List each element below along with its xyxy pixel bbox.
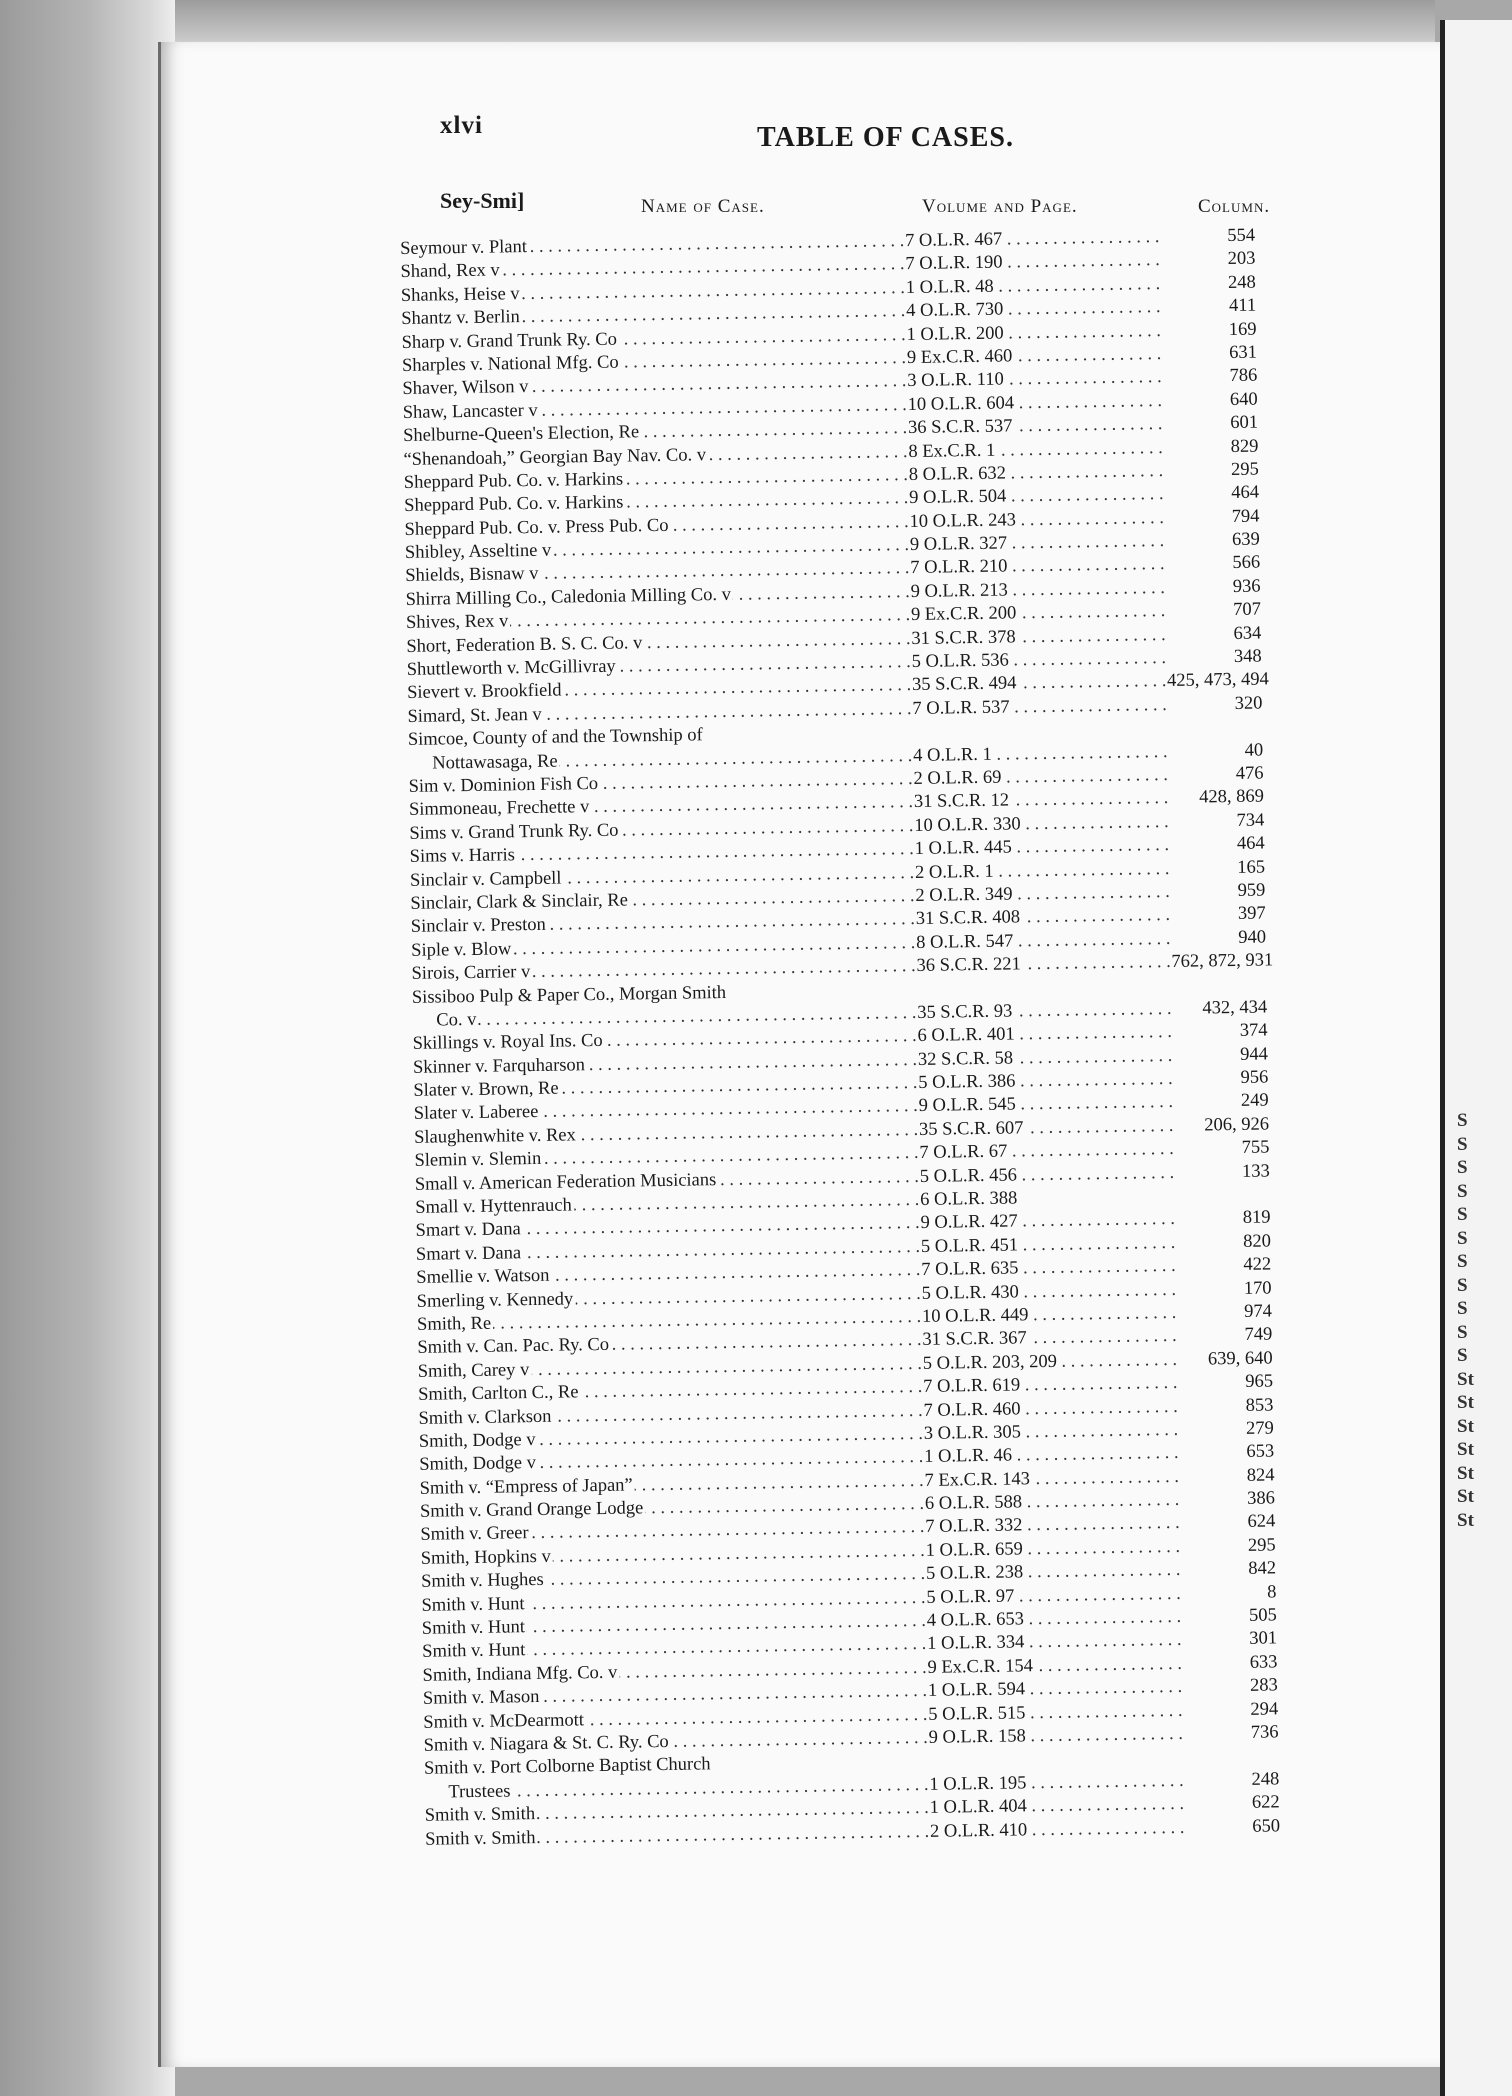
volume-and-page-text: 31 S.C.R. 378: [911, 627, 1016, 649]
column-number: 749: [1177, 1324, 1272, 1349]
column-number: 554: [1160, 225, 1255, 250]
case-name-text: Shives, Rex v: [405, 611, 509, 634]
case-name-text: Simard, St. Jean v: [407, 704, 542, 727]
case-name-text: Smith, Carey v: [417, 1359, 530, 1382]
case-name-text: Simcoe, County of and the Township of: [407, 725, 703, 751]
column-number: [1184, 1761, 1279, 1762]
column-number: 386: [1180, 1488, 1275, 1513]
column-number: 631: [1162, 342, 1257, 367]
case-name-text: Sinclair v. Preston: [410, 915, 546, 938]
column-number: 650: [1185, 1815, 1280, 1840]
case-name-text: Slater v. Laberee: [413, 1102, 539, 1125]
case-name-text: Shibley, Asseltine v: [404, 540, 552, 564]
volume-and-page-text: 5 O.L.R. 203, 209: [922, 1351, 1058, 1374]
facing-page-fragment: St: [1457, 1415, 1474, 1437]
case-name-text: Smith v. Smith: [424, 1804, 536, 1826]
volume-and-page-text: 7 O.L.R. 67: [919, 1141, 1008, 1164]
volume-and-page-text: 31 S.C.R. 12: [913, 790, 1010, 813]
column-number: 505: [1182, 1604, 1277, 1629]
volume-and-page-text: 9 O.L.R. 158: [928, 1726, 1026, 1748]
case-name-text: Co. v: [412, 1010, 478, 1031]
volume-and-page-text: 7 O.L.R. 190: [905, 252, 1003, 275]
volume-and-page-text: 4 O.L.R. 730: [906, 299, 1004, 322]
column-number: 736: [1183, 1721, 1278, 1746]
volume-and-page-text: 6 O.L.R. 588: [924, 1492, 1023, 1515]
case-name-text: Smith v. Hunt: [422, 1640, 526, 1663]
volume-and-page-text: 5 O.L.R. 238: [925, 1562, 1024, 1585]
facing-page-fragment: St: [1457, 1439, 1474, 1460]
volume-and-page-text: 1 O.L.R. 334: [926, 1632, 1025, 1655]
case-name-text: Shuttleworth v. McGillivray: [406, 656, 616, 680]
case-name-text: Sinclair v. Campbell: [409, 868, 562, 891]
facing-page-fragment: S: [1457, 1298, 1468, 1319]
column-number: 295: [1180, 1534, 1275, 1559]
volume-and-page-text: 2 O.L.R. 349: [915, 884, 1013, 906]
case-name-text: Smith v. Port Colborne Baptist Church: [423, 1754, 711, 1780]
volume-and-page-text: 3 O.L.R. 110: [907, 369, 1004, 392]
column-number: 422: [1176, 1254, 1271, 1279]
volume-and-page-text: 1 O.L.R. 46: [924, 1445, 1013, 1468]
column-number: 601: [1163, 412, 1258, 437]
volume-and-page-text: 7 O.L.R. 210: [910, 556, 1008, 579]
case-name-text: Smith v. Hunt: [421, 1593, 525, 1616]
column-number: 464: [1164, 482, 1259, 507]
column-number: 965: [1178, 1371, 1273, 1396]
volume-and-page-text: 9 Ex.C.R. 460: [906, 346, 1013, 369]
column-number: 248: [1161, 271, 1256, 296]
case-name-text: Shaver, Wilson v: [402, 377, 529, 400]
column-number: 428, 869: [1169, 786, 1264, 811]
column-number: 425, 473, 494: [1167, 669, 1262, 694]
volume-and-page-text: 5 O.L.R. 536: [911, 650, 1009, 673]
column-number: 374: [1172, 1020, 1267, 1045]
case-name-text: Smerling v. Kennedy: [416, 1288, 574, 1312]
volume-and-page-text: 1 O.L.R. 48: [905, 276, 994, 298]
case-name-text: Smith v. Niagara & St. C. Ry. Co: [423, 1731, 669, 1756]
volume-and-page-text: 6 O.L.R. 401: [917, 1024, 1015, 1047]
case-name-text: Smith, Dodge v: [418, 1429, 536, 1452]
column-number: 40: [1168, 739, 1263, 764]
column-number: 829: [1163, 435, 1258, 460]
column-number: 944: [1173, 1043, 1268, 1068]
column-number: 639: [1165, 529, 1260, 554]
facing-page-fragment: S: [1457, 1321, 1468, 1343]
volume-and-page-text: 31 S.C.R. 367: [922, 1328, 1027, 1351]
volume-and-page-text: 8 O.L.R. 632: [908, 463, 1007, 485]
case-name-text: Smart v. Dana: [415, 1243, 522, 1265]
column-number: 634: [1166, 622, 1261, 647]
case-name-text: Smellie v. Watson: [416, 1265, 550, 1289]
column-number: 348: [1167, 646, 1262, 671]
case-name-text: Smith, Hopkins v: [420, 1546, 551, 1569]
page-number: xlvi: [440, 112, 483, 139]
case-name-text: Smith v. Clarkson: [418, 1406, 552, 1429]
column-number: 8: [1181, 1581, 1276, 1606]
column-number: 464: [1169, 833, 1264, 858]
facing-page-fragment: S: [1457, 1345, 1468, 1366]
volume-and-page-text: 1 O.L.R. 445: [914, 837, 1012, 860]
column-number: 169: [1161, 318, 1256, 343]
volume-and-page-text: [917, 979, 919, 999]
page-title: TABLE OF CASES.: [757, 122, 1014, 153]
column-number: 249: [1174, 1090, 1269, 1115]
case-name-text: Shanks, Heise v: [400, 283, 520, 306]
volume-and-page-text: 1 O.L.R. 200: [906, 323, 1004, 345]
column-number: 707: [1166, 599, 1261, 624]
case-name-text: Shields, Bisnaw v: [405, 564, 539, 587]
volume-and-page-text: 5 O.L.R. 456: [919, 1165, 1018, 1187]
column-number: 566: [1165, 552, 1260, 577]
column-number: 283: [1183, 1675, 1278, 1700]
volume-and-page-text: 9 Ex.C.R. 154: [927, 1656, 1034, 1678]
volume-and-page-text: 9 O.L.R. 213: [910, 580, 1008, 602]
column-number: 165: [1170, 856, 1265, 881]
case-name-text: Smith, Indiana Mfg. Co. v: [422, 1662, 618, 1686]
column-number: 794: [1164, 505, 1259, 530]
volume-and-page-text: 7 O.L.R. 332: [925, 1515, 1023, 1538]
column-number: 248: [1184, 1768, 1279, 1793]
volume-and-page-text: 2 O.L.R. 1: [914, 861, 994, 883]
case-name-text: Smith v. McDearmott: [423, 1709, 585, 1733]
case-name-text: Nottawasaga, Re: [408, 751, 560, 773]
case-name-text: Slemin v. Slemin: [414, 1149, 542, 1172]
column-number: 956: [1173, 1067, 1268, 1092]
case-name-text: Sharples v. National Mfg. Co: [401, 352, 619, 376]
volume-and-page-text: 35 S.C.R. 93: [917, 1001, 1013, 1023]
column-number: 653: [1179, 1441, 1274, 1466]
index-range-label: Sey-Smi]: [440, 188, 525, 213]
column-number: 301: [1182, 1628, 1277, 1653]
volume-and-page-text: 5 O.L.R. 451: [920, 1235, 1019, 1257]
volume-and-page-text: 5 O.L.R. 97: [926, 1586, 1015, 1608]
column-number: 940: [1171, 926, 1266, 951]
column-number: 853: [1178, 1394, 1273, 1419]
facing-page-fragment: S: [1457, 1157, 1468, 1178]
facing-page-fragment: St: [1457, 1486, 1474, 1507]
case-name-text: Sheppard Pub. Co. v. Press Pub. Co: [404, 515, 669, 540]
facing-page-fragment: S: [1457, 1180, 1468, 1202]
column-number: 762, 872, 931: [1171, 950, 1266, 975]
column-number: [1175, 1199, 1270, 1200]
case-name-text: Sinclair, Clark & Sinclair, Re: [410, 890, 628, 914]
case-name-text: Smith v. Smith: [424, 1827, 536, 1850]
volume-and-page-text: 10 O.L.R. 243: [909, 510, 1017, 532]
case-name-text: Simmoneau, Frechette v: [408, 797, 590, 821]
column-number: 640: [1162, 388, 1257, 413]
column-header-volume: Volume and Page.: [922, 196, 1078, 217]
volume-and-page-text: 5 O.L.R. 386: [918, 1071, 1016, 1094]
case-name-text: Small v. American Federation Musicians: [414, 1169, 717, 1195]
column-number: 819: [1175, 1207, 1270, 1232]
case-name-text: Sheppard Pub. Co. v. Harkins: [404, 492, 624, 517]
case-name-text: Skillings v. Royal Ins. Co: [412, 1031, 603, 1055]
volume-and-page-text: 32 S.C.R. 58: [917, 1048, 1014, 1070]
volume-and-page-text: 7 O.L.R. 619: [922, 1375, 1021, 1398]
volume-and-page-text: 7 O.L.R. 460: [923, 1398, 1021, 1421]
case-name-text: Small v. Hyttenrauch: [415, 1195, 572, 1218]
column-number: [1172, 989, 1267, 990]
case-name-text: Shand, Rex v: [400, 260, 500, 283]
case-list: [400, 224, 1285, 1851]
case-name-text: Sharp v. Grand Trunk Ry. Co: [401, 329, 618, 353]
volume-and-page-text: 9 O.L.R. 545: [918, 1094, 1016, 1117]
volume-and-page-text: 10 O.L.R. 330: [914, 814, 1021, 836]
case-name-text: Sim v. Dominion Fish Co: [408, 773, 599, 797]
volume-and-page-text: 31 S.C.R. 408: [915, 907, 1021, 930]
volume-and-page-text: 5 O.L.R. 515: [928, 1702, 1026, 1725]
volume-and-page-text: 2 O.L.R. 69: [913, 767, 1002, 789]
case-name-text: Sissiboo Pulp & Paper Co., Morgan Smith: [411, 982, 727, 1008]
volume-and-page-text: 8 O.L.R. 547: [915, 931, 1014, 953]
column-number: 842: [1181, 1558, 1276, 1583]
volume-and-page-text: 9 Ex.C.R. 200: [910, 603, 1017, 626]
facing-page-fragment: St: [1457, 1509, 1474, 1531]
volume-and-page-text: 1 O.L.R. 195: [929, 1773, 1027, 1795]
facing-page-fragment: S: [1457, 1110, 1468, 1131]
case-name-text: Shelburne-Queen's Election, Re: [402, 422, 640, 447]
column-number: 397: [1171, 903, 1266, 928]
column-number: 824: [1179, 1464, 1274, 1489]
volume-and-page-text: 1 O.L.R. 659: [925, 1539, 1023, 1561]
book-edge: [0, 0, 175, 2096]
volume-and-page-text: 4 O.L.R. 653: [926, 1609, 1025, 1631]
column-number: 820: [1176, 1230, 1271, 1255]
volume-and-page-text: 2 O.L.R. 410: [929, 1819, 1028, 1842]
case-name-text: Sievert v. Brookfield: [406, 680, 562, 704]
column-number: 959: [1170, 879, 1265, 904]
case-name-text: Skinner v. Farquharson: [412, 1054, 586, 1078]
case-name-text: Sheppard Pub. Co. v. Harkins: [403, 469, 624, 493]
volume-and-page-text: 4 O.L.R. 1: [913, 744, 992, 766]
case-name-text: Shirra Milling Co., Caledonia Milling Co. v: [405, 584, 732, 610]
column-number: 734: [1169, 809, 1264, 834]
case-name-text: Smith, Re: [416, 1313, 492, 1335]
case-name-text: Seymour v. Plant: [400, 237, 528, 259]
facing-page-fragment: S: [1457, 1204, 1468, 1225]
case-name-text: Shantz v. Berlin: [401, 307, 520, 330]
case-name-text: Sirois, Carrier v: [411, 962, 531, 985]
column-header-name: Name of Case.: [641, 196, 765, 217]
volume-and-page-text: 35 S.C.R. 494: [911, 673, 1017, 696]
volume-and-page-text: 10 O.L.R. 604: [907, 393, 1015, 415]
volume-and-page-text: 35 S.C.R. 607: [918, 1118, 1024, 1140]
column-number: 432, 434: [1172, 996, 1267, 1021]
facing-page-fragment: S: [1457, 1133, 1468, 1155]
volume-and-page-text: [929, 1751, 931, 1771]
volume-and-page-text: 7 O.L.R. 635: [921, 1258, 1019, 1281]
column-number: 206, 926: [1174, 1113, 1269, 1138]
volume-and-page-text: 9 O.L.R. 504: [908, 486, 1007, 509]
facing-page-fragment: St: [1457, 1392, 1474, 1413]
column-number: [1168, 732, 1263, 733]
column-number: 755: [1174, 1137, 1269, 1162]
facing-page-fragment: S: [1457, 1251, 1468, 1272]
volume-and-page-text: 36 S.C.R. 221: [916, 954, 1021, 977]
case-name-text: Smith, Carlton C., Re: [418, 1382, 579, 1405]
volume-and-page-text: 1 O.L.R. 404: [929, 1796, 1027, 1819]
column-number: 476: [1168, 762, 1263, 787]
case-name-text: Smith v. Mason: [422, 1687, 540, 1710]
volume-and-page-text: 7 O.L.R. 537: [912, 697, 1010, 719]
volume-and-page-text: 36 S.C.R. 537: [907, 416, 1013, 439]
case-name-text: Smart v. Dana: [415, 1219, 521, 1242]
column-number: 320: [1167, 692, 1262, 717]
facing-page-fragment: St: [1457, 1368, 1474, 1390]
case-name-text: Slater v. Brown, Re: [413, 1078, 559, 1101]
column-number: 974: [1177, 1300, 1272, 1325]
case-name-text: Slaughenwhite v. Rex: [413, 1125, 576, 1148]
case-name-text: Sims v. Grand Trunk Ry. Co: [409, 820, 619, 844]
column-number: 411: [1161, 295, 1256, 320]
case-name-text: Smith v. Hunt: [421, 1617, 526, 1639]
volume-and-page-text: 8 Ex.C.R. 1: [908, 440, 996, 462]
volume-and-page-text: 10 O.L.R. 449: [921, 1305, 1029, 1327]
column-header-column: Column.: [1198, 196, 1271, 217]
column-number: 203: [1160, 248, 1255, 273]
facing-page-fragment: S: [1457, 1227, 1468, 1249]
case-name-text: Siple v. Blow: [411, 939, 512, 961]
column-number: 622: [1185, 1792, 1280, 1817]
column-number: 624: [1180, 1511, 1275, 1536]
volume-and-page-text: [913, 722, 915, 742]
case-name-text: Trustees: [424, 1781, 512, 1802]
column-number: 170: [1176, 1277, 1271, 1302]
case-name-text: Smith v. “Empress of Japan”: [419, 1475, 633, 1499]
volume-and-page-text: 7 Ex.C.R. 143: [924, 1468, 1031, 1491]
volume-and-page-text: 9 O.L.R. 427: [920, 1211, 1018, 1234]
volume-and-page-text: 1 O.L.R. 594: [927, 1679, 1026, 1702]
column-number: 295: [1164, 458, 1259, 483]
case-name-text: Shaw, Lancaster v: [402, 400, 538, 423]
case-name-text: Short, Federation B. S. C. Co. v: [406, 632, 643, 657]
case-name-text: Smith v. Can. Pac. Ry. Co: [417, 1335, 610, 1359]
column-number: 294: [1183, 1698, 1278, 1723]
case-name-text: Smith v. Greer: [420, 1523, 529, 1546]
volume-and-page-text: 7 O.L.R. 467: [904, 229, 1003, 252]
case-name-text: “Shenandoah,” Georgian Bay Nav. Co. v: [403, 444, 707, 470]
column-number: 279: [1179, 1417, 1274, 1442]
facing-page: [1440, 20, 1512, 2096]
case-name-text: Smith v. Hughes: [420, 1570, 544, 1593]
column-number: 133: [1175, 1160, 1270, 1185]
facing-page-fragment: St: [1457, 1462, 1474, 1484]
case-name-text: Sims v. Harris: [409, 845, 516, 868]
facing-page-fragment: S: [1457, 1274, 1468, 1296]
column-number: 936: [1165, 575, 1260, 600]
case-name-text: Smith, Dodge v: [419, 1453, 537, 1476]
case-name-text: Smith v. Grand Orange Lodge: [419, 1498, 644, 1522]
column-number: 633: [1182, 1651, 1277, 1676]
volume-and-page-text: 6 O.L.R. 388: [920, 1188, 1018, 1210]
column-number: 639, 640: [1178, 1347, 1273, 1372]
volume-and-page-text: 9 O.L.R. 327: [909, 533, 1008, 556]
volume-and-page: [930, 1816, 1185, 1843]
volume-and-page-text: 5 O.L.R. 430: [921, 1281, 1019, 1304]
column-number: 786: [1162, 365, 1257, 390]
volume-and-page-text: 3 O.L.R. 305: [923, 1422, 1022, 1444]
